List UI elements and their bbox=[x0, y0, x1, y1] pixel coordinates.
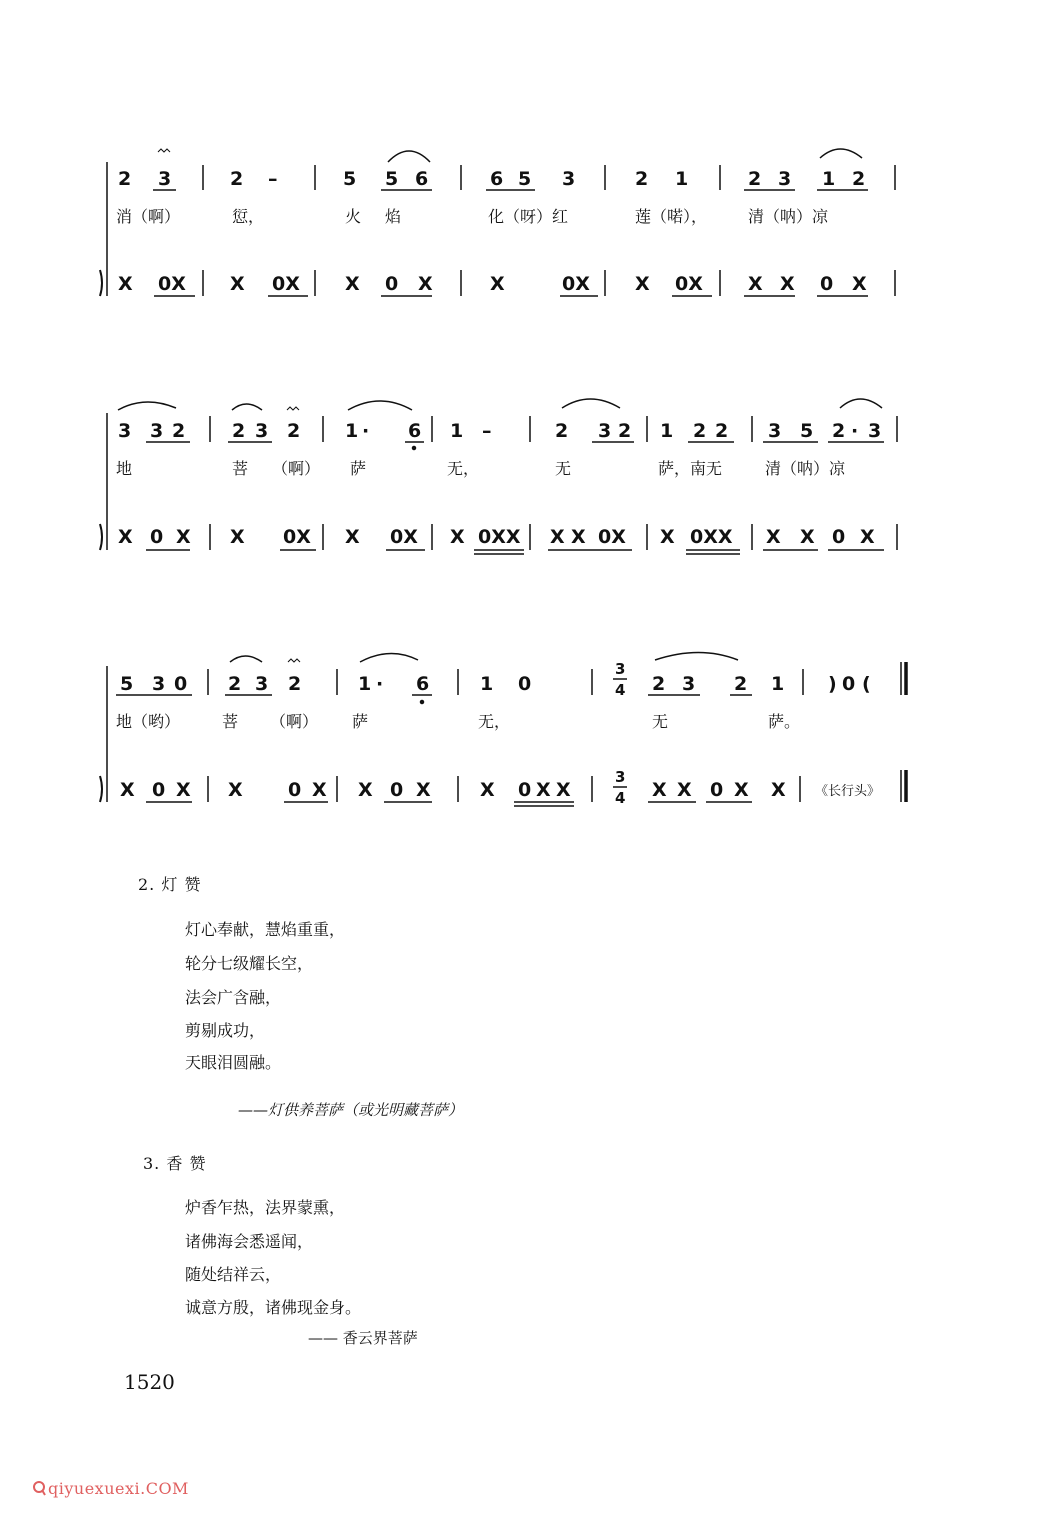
note: – bbox=[482, 420, 492, 442]
lyric: 化（呀）红 bbox=[488, 207, 569, 226]
verse-line: 随处结祥云， bbox=[185, 1265, 282, 1284]
lyric: 萨 bbox=[352, 712, 369, 731]
beat: X bbox=[635, 273, 650, 295]
lyric: 萨，南无 bbox=[658, 459, 723, 478]
beat: X bbox=[677, 779, 692, 801]
beat: X bbox=[118, 273, 133, 295]
beat: X bbox=[450, 526, 465, 548]
note: 1 bbox=[771, 673, 785, 695]
beat: X bbox=[860, 526, 875, 548]
beat: X bbox=[771, 779, 786, 801]
system-1 bbox=[100, 149, 895, 296]
note: 3 bbox=[598, 420, 612, 442]
note: 1 bbox=[358, 673, 372, 695]
verse-line: 诚意方殷，诸佛现金身。 bbox=[185, 1298, 362, 1317]
beat: X bbox=[734, 779, 749, 801]
note: 3 bbox=[768, 420, 782, 442]
beat: X bbox=[345, 526, 360, 548]
beat: X bbox=[176, 779, 191, 801]
note: 2 bbox=[230, 168, 244, 190]
note: ( bbox=[862, 673, 871, 695]
lyric: 地 bbox=[116, 459, 133, 478]
lyric: 消（啊） bbox=[116, 207, 181, 226]
time-signature-2 bbox=[613, 768, 627, 807]
beat: X bbox=[418, 273, 433, 295]
beat: X bbox=[345, 273, 360, 295]
note: 3 bbox=[118, 420, 132, 442]
note: 1 bbox=[660, 420, 674, 442]
time-sig-top: 3 bbox=[615, 768, 626, 786]
beat: X bbox=[660, 526, 675, 548]
watermark-text: qiyuexuexi.COM bbox=[48, 1479, 189, 1498]
beat: X bbox=[550, 526, 565, 548]
lyrics-line bbox=[116, 459, 846, 478]
beat: 0XX bbox=[690, 526, 733, 548]
note: 2 bbox=[618, 420, 632, 442]
beat: 0X bbox=[675, 273, 703, 295]
system-2 bbox=[100, 399, 897, 554]
melody-notes bbox=[118, 420, 881, 442]
section-heading-2: 2. 灯 赞 bbox=[138, 875, 202, 894]
beat: 0 bbox=[152, 779, 166, 801]
beat: X bbox=[118, 526, 133, 548]
note: 2 bbox=[734, 673, 748, 695]
time-sig-bottom: 4 bbox=[615, 681, 626, 699]
beat: 0X bbox=[158, 273, 186, 295]
note: ) bbox=[828, 673, 837, 695]
beat: 0 bbox=[288, 779, 302, 801]
lyric: 无 bbox=[652, 712, 669, 731]
lyric: 无， bbox=[478, 712, 511, 731]
verse-line: 诸佛海会悉遥闻， bbox=[185, 1232, 314, 1251]
note: 2 bbox=[288, 673, 302, 695]
note: 6 bbox=[415, 168, 429, 190]
note: 2 bbox=[118, 168, 132, 190]
lyric: 萨。 bbox=[768, 712, 801, 731]
beat: 0X bbox=[598, 526, 626, 548]
note: 2 bbox=[232, 420, 246, 442]
note: 3 bbox=[868, 420, 882, 442]
note: 3 bbox=[152, 673, 166, 695]
verse-line: 天眼泪圆融。 bbox=[185, 1053, 282, 1072]
note: · bbox=[851, 420, 859, 442]
attribution: —— 香云界菩萨 bbox=[308, 1329, 418, 1347]
note: 3 bbox=[158, 168, 172, 190]
verse-line: 法会广含融， bbox=[185, 988, 282, 1007]
lyric: 地（哟） bbox=[116, 712, 181, 731]
beat: X bbox=[230, 526, 245, 548]
lyrics-line bbox=[116, 712, 800, 731]
beat: 0 bbox=[832, 526, 846, 548]
system-3 bbox=[100, 653, 906, 808]
beat: X bbox=[556, 779, 571, 801]
attribution: ——灯供养菩萨（或光明藏菩萨） bbox=[238, 1101, 464, 1119]
lyric: 萨 bbox=[350, 459, 367, 478]
note: 2 bbox=[287, 420, 301, 442]
note: 1 bbox=[675, 168, 689, 190]
beat: X bbox=[800, 526, 815, 548]
note: 2 bbox=[555, 420, 569, 442]
lyric: 无， bbox=[447, 459, 480, 478]
note: · bbox=[362, 420, 370, 442]
note: 3 bbox=[255, 420, 269, 442]
beat: X bbox=[176, 526, 191, 548]
note: 6 bbox=[416, 673, 430, 695]
note: 0 bbox=[518, 673, 532, 695]
verse-line: 剪剔成功， bbox=[185, 1021, 266, 1040]
note: 5 bbox=[343, 168, 357, 190]
section-heading-3: 3. 香 赞 bbox=[143, 1154, 207, 1173]
beat: 0 bbox=[150, 526, 164, 548]
beat: X bbox=[228, 779, 243, 801]
verse-line: 灯心奉献，慧焰重重， bbox=[185, 920, 346, 939]
note: 6 bbox=[408, 420, 422, 442]
beat: X bbox=[312, 779, 327, 801]
percussion-line bbox=[118, 526, 875, 548]
lyric: 焰 bbox=[385, 207, 402, 226]
note: · bbox=[376, 673, 384, 695]
beat: X bbox=[490, 273, 505, 295]
beat: 0X bbox=[283, 526, 311, 548]
time-sig-top: 3 bbox=[615, 660, 626, 678]
note: 3 bbox=[150, 420, 164, 442]
lyric: 愆， bbox=[232, 207, 265, 226]
note: 1 bbox=[345, 420, 359, 442]
lyric: 菩 bbox=[222, 712, 239, 731]
note: 1 bbox=[450, 420, 464, 442]
beat: 0 bbox=[518, 779, 532, 801]
beat: 0 bbox=[385, 273, 399, 295]
beat: X bbox=[480, 779, 495, 801]
lyric: 菩 bbox=[232, 459, 249, 478]
beat: 0X bbox=[562, 273, 590, 295]
verse-line: 炉香乍热，法界蒙熏， bbox=[185, 1198, 346, 1217]
watermark-logo-icon bbox=[32, 1480, 46, 1496]
note: 2 bbox=[172, 420, 186, 442]
beat: X bbox=[571, 526, 586, 548]
lyric: （啊） bbox=[272, 459, 321, 478]
beat: X bbox=[536, 779, 551, 801]
note: 3 bbox=[562, 168, 576, 190]
beat: X bbox=[230, 273, 245, 295]
beat: X bbox=[416, 779, 431, 801]
note: 2 bbox=[693, 420, 707, 442]
beat: X bbox=[852, 273, 867, 295]
note: 1 bbox=[822, 168, 836, 190]
beat: 0X bbox=[390, 526, 418, 548]
note: 2 bbox=[635, 168, 649, 190]
beat: X bbox=[748, 273, 763, 295]
note: 2 bbox=[715, 420, 729, 442]
note: 5 bbox=[385, 168, 399, 190]
end-label: 《长行头》 bbox=[815, 784, 881, 799]
percussion-line bbox=[120, 779, 786, 801]
lyric: 清（呐）凉 bbox=[765, 459, 846, 478]
note: 5 bbox=[800, 420, 814, 442]
lyric: 无 bbox=[555, 459, 572, 478]
note: 2 bbox=[852, 168, 866, 190]
beat: X bbox=[120, 779, 135, 801]
note: 2 bbox=[832, 420, 846, 442]
lyric: 清（呐）凉 bbox=[748, 207, 829, 226]
time-sig-bottom: 4 bbox=[615, 789, 626, 807]
note: 5 bbox=[518, 168, 532, 190]
note: 3 bbox=[682, 673, 696, 695]
note: 0 bbox=[842, 673, 856, 695]
beat: X bbox=[766, 526, 781, 548]
note: 0 bbox=[174, 673, 188, 695]
note: 3 bbox=[778, 168, 792, 190]
percussion-line bbox=[118, 273, 867, 295]
lyric: 莲（喏）， bbox=[635, 207, 708, 226]
beat: 0 bbox=[390, 779, 404, 801]
beat: 0 bbox=[820, 273, 834, 295]
beat: 0 bbox=[710, 779, 724, 801]
beat: 0X bbox=[272, 273, 300, 295]
lyrics-line bbox=[116, 207, 829, 226]
lyric: （啊） bbox=[270, 712, 319, 731]
note: 3 bbox=[255, 673, 269, 695]
page-number: 1520 bbox=[124, 1370, 175, 1394]
note: 2 bbox=[228, 673, 242, 695]
lyric: 火 bbox=[345, 207, 362, 226]
beat: X bbox=[780, 273, 795, 295]
note: 2 bbox=[652, 673, 666, 695]
note: – bbox=[268, 168, 278, 190]
time-signature-1 bbox=[613, 660, 627, 699]
beat: X bbox=[652, 779, 667, 801]
beat: X bbox=[358, 779, 373, 801]
note: 2 bbox=[748, 168, 762, 190]
melody-notes bbox=[118, 168, 865, 190]
note: 6 bbox=[490, 168, 504, 190]
note: 1 bbox=[480, 673, 494, 695]
verse-line: 轮分七级耀长空， bbox=[185, 954, 314, 973]
note: 5 bbox=[120, 673, 134, 695]
beat: 0XX bbox=[478, 526, 521, 548]
melody-notes bbox=[120, 673, 871, 695]
